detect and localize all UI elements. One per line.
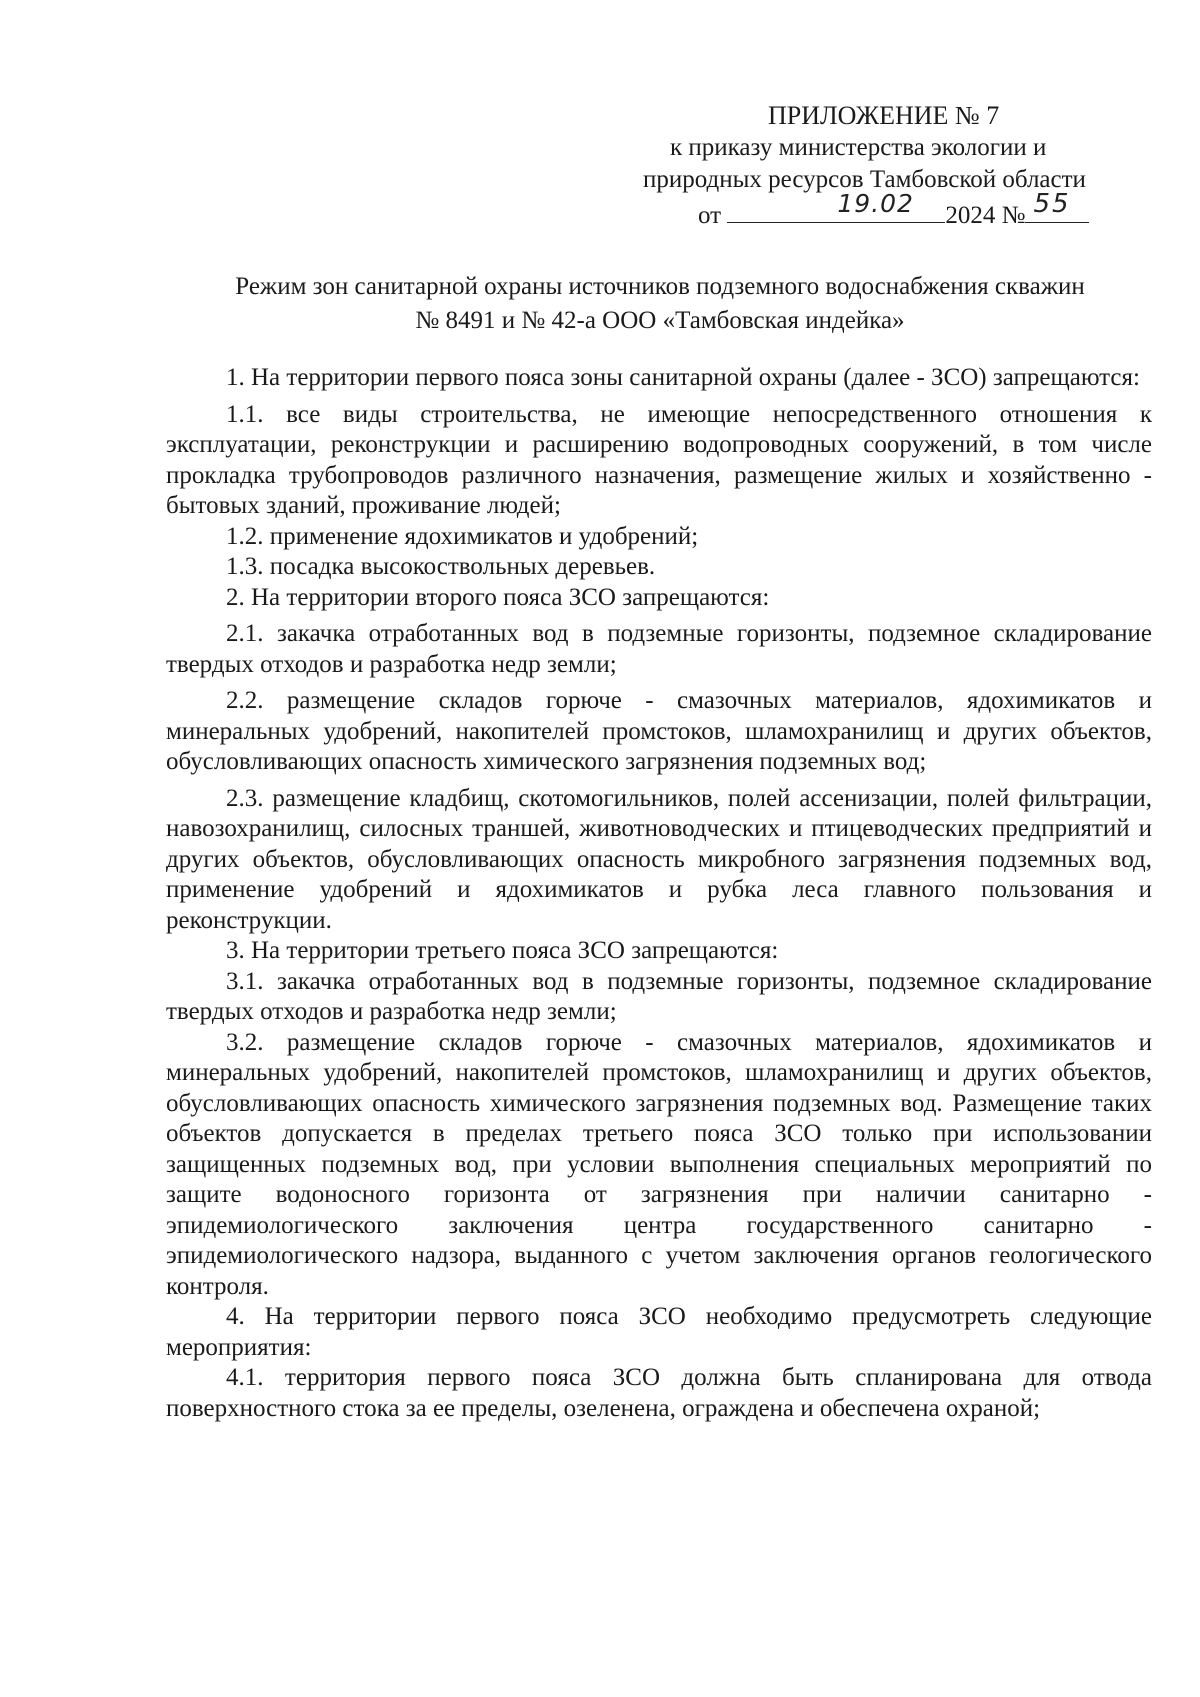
paragraph-1-2: 1.2. применение ядохимикатов и удобрений; xyxy=(226,522,699,550)
paragraph-3-2: 3.2. размещение складов горюче - смазочных материалов, ядохимикатов и минеральных удобрений, накопителей промстоков, шламохранилищ и других объектов, обусловливающих опасность химического загрязнения подземных вод. Размещение таких объектов допускается в пределах третьего пояса ЗСО только при использовании защищенных подземных вод, при условии выполнения специальных мероприятий по защите водоносного горизонта от загрязнения при наличии санитарно - эпидемиологического заключения центра государственного санитарно - эпидемиологического надзора, выданного с учетом заключения органов геологического контроля. xyxy=(166,1028,1152,1300)
document-title xyxy=(165,270,1155,338)
from-label: от xyxy=(698,202,722,229)
title-line-2: № 8491 и № 42-а ООО «Тамбовская индейка» xyxy=(415,307,905,334)
order-date-line xyxy=(698,189,1148,232)
document-body xyxy=(166,363,1152,1424)
paragraph-4: 4. На территории первого пояса ЗСО необходимо предусмотреть следующие мероприятия: xyxy=(166,1303,1152,1361)
paragraph-1-1: 1.1. все виды строительства, не имеющие непосредственного отношения к эксплуатации, реконструкции и расширению водопроводных сооружений, в том числе прокладка трубопроводов различного назначения, размещение жилых и хозяйственно - бытовых зданий, проживание людей; xyxy=(166,400,1152,519)
title-line-1: Режим зон санитарной охраны источников подземного водоснабжения скважин xyxy=(235,273,1085,300)
paragraph-2-3: 2.3. размещение кладбищ, скотомогильников, полей ассенизации, полей фильтрации, навозохранилищ, силосных траншей, животноводческих и птицеводческих предприятий и других объектов, обусловливающих опасность микробного загрязнения подземных вод, применение удобрений и ядохимикатов и рубка леса главного пользования и реконструкции. xyxy=(166,784,1152,934)
order-reference: к приказу министерства экологии и xyxy=(670,134,1047,161)
paragraph-2-2: 2.2. размещение складов горюче - смазочных материалов, ядохимикатов и минеральных удобрений, накопителей промстоков, шламохранилищ и других объектов, обусловливающих опасность химического загрязнения подземных вод; xyxy=(166,687,1152,775)
paragraph-2: 2. На территории второго пояса ЗСО запрещаются: xyxy=(226,583,770,611)
paragraph-1: 1. На территории первого пояса зоны санитарной охраны (далее - ЗСО) запрещаются: xyxy=(226,364,1140,391)
appendix-number: ПРИЛОЖЕНИЕ № 7 xyxy=(768,101,1000,130)
handwritten-number: 55 xyxy=(1033,189,1071,219)
appendix-header xyxy=(628,100,1148,232)
paragraph-3: 3. На территории третьего пояса ЗСО запрещаются: xyxy=(226,937,779,964)
paragraph-1-3: 1.3. посадка высокоствольных деревьев. xyxy=(226,553,656,580)
handwritten-date: 19.02 xyxy=(837,189,914,218)
paragraph-3-1: 3.1. закачка отработанных вод в подземные горизонты, подземное складирование твердых отходов и разработка недр земли; xyxy=(166,967,1152,1025)
year-number-label: 2024 № xyxy=(945,202,1026,229)
number-blank xyxy=(1025,189,1089,223)
paragraph-2-1: 2.1. закачка отработанных вод в подземные горизонты, подземное складирование твердых отходов и разработка недр земли; xyxy=(166,620,1152,678)
paragraph-4-1: 4.1. территория первого пояса ЗСО должна быть спланирована для отвода поверхностного стока за ее пределы, озеленена, ограждена и обеспечена охраной; xyxy=(166,1364,1152,1422)
ministry-name: природных ресурсов Тамбовской области xyxy=(643,166,1086,193)
date-blank xyxy=(727,189,945,223)
